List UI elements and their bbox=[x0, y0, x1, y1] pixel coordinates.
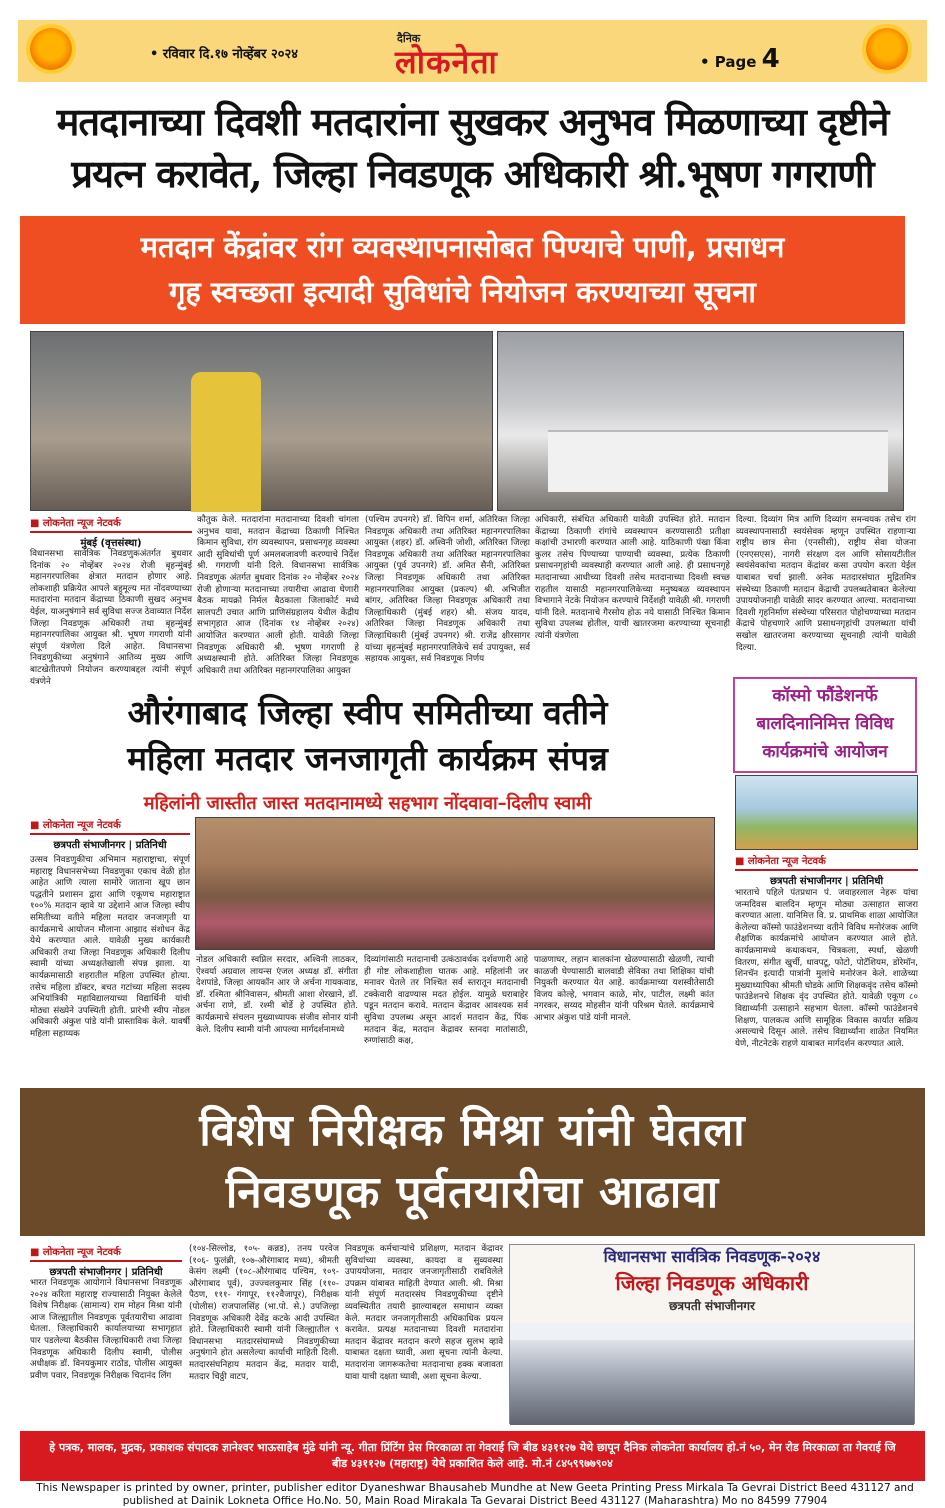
article3-column-1: भारत निवडणूक आयोगाने विधानसभा निवडणूक २०२४ करिता महाराष्ट्र राज्यासाठी नियुक्त केलेले विशेष निरीक्षक (सामान्य) राम मोहन मिश्रा यांनी आज जिल्ह्यातील निवडणूक पूर्वतयारीचा आढावा घेतला. जिल्हाधिकारी कार्यालयाच्या सभागृहात पार पडलेल्या बैठकीस जिल्हाधिकारी तथा जिल्हा निवडणूक अधिकारी दिलीप स्वामी, पोलीस अधीक्षक डॉ. विनयकुमार राठोड, पोलीस आयुक्त प्रवीण पवार, निवडणूक निरीक्षक चिदानंद लिंग bbox=[30, 1278, 182, 1381]
photo-meeting-people bbox=[510, 1340, 914, 1425]
article1-headline-line1: मतदानाच्या दिवशी मतदारांना सुखकर अनुभव मिळणाच्या दृष्टीने bbox=[56, 99, 889, 144]
sun-icon bbox=[866, 28, 908, 70]
article1-subheadline bbox=[20, 216, 905, 324]
byline-place: छत्रपती संभाजीनगर | प्रतिनिधी bbox=[53, 840, 167, 851]
article1-column-5: दिल्या. दिव्यांग मित्र आणि दिव्यांग समन्वयक तसेच रांग व्यवस्थापनासाठी स्वयंसेवक म्हणून उपस्थित राहणाऱ्या राष्ट्रीय छात्र सेना (एनसीसी), राष्ट्रीय सेवा योजना (एनएसएस), नागरी संरक्षण दल आणि सोसायटीतील स्वयंसेवकांचा मतदान केंद्रांवर कसा उपयोग करता येईल याबाबत चर्चा झाली. अनेक मतदारसंघात मुद्रितमित्र संस्थेच्या ठिकाणी मतदान केंद्राची उपलब्धतेबाबत केलेल्या उपाययोजनाही यावेळी सादर करण्यात आल्या. मतदानाच्या दिवशी गृहनिर्माण संस्थेच्या परिसरात पोहोचण्याच्या मतदान केंद्राचे पोहचणारे आणि प्रसाधनगृहांची उपलब्धता यांची सखोल खातरजमा करण्याच्या सूचनाही त्यांनी यावेळी दिल्या. bbox=[736, 515, 916, 653]
article3-byline bbox=[30, 1244, 182, 1278]
sidebox-text: भारताचे पहिले पंतप्रधान पं. जवाहरलाल नेहरू यांचा जन्मदिवस बालदिन म्हणून मोठ्या उत्साहात साजरा करण्यात आला. यानिमित्त वि. प्र. प्राथमिक शाळा आयोजित केलेल्या कॉस्मो फाउंडेशनच्या वतीने विविध मनोरंजक आणि शैक्षणिक कार्यक्रमांचे आयोजन करण्यात आले होते. कार्यक्रमामध्ये कथाकथन, चित्रकला, स्पर्धा, खेळणी वितरण, संगीत खुर्ची, धावपटू, फोटो, पोटॅशियम, डोरेमॉन, शिनचॅन इत्यादी पात्रांनी मुलांचे मनोरंजन केले. शाळेच्या मुख्याध्यापिका श्रीमती घोडके आणि शिक्षकवृंद तसेच कॉस्मो फाउंडेशनचे शिक्षक वृंद उपस्थित होते. यावेळी एकूण ८० विद्यार्थ्यांनी उत्साहाने सहभाग घेतला. कॉस्मो फाउंडेशनचे शिक्षण, पालकत्व आणि सामूहिक विकास कार्यात सक्रिय असल्याचे दिसून आले. तसेच विद्यार्थ्यांना शाळेत नियमित येणे, नीटनेटके राहणे याबाबत मार्गदर्शन करण्यात आले. bbox=[735, 888, 918, 1049]
byline-place: छत्रपती संभाजीनगर | प्रतिनिधी bbox=[49, 1267, 163, 1278]
sidebox-title bbox=[735, 682, 915, 766]
logo-prefix: दैनिक bbox=[397, 32, 421, 45]
byline-tag: ■ लोकनेता न्यूज नेटवर्क bbox=[30, 518, 121, 529]
article2-headline bbox=[20, 690, 715, 782]
sun-icon bbox=[30, 28, 72, 70]
article2-headline-line2: महिला मतदार जनजागृती कार्यक्रम संपन्न bbox=[127, 739, 608, 778]
article2-column-1: उत्सव निवडणुकीचा अभिमान महाराष्ट्राचा, संपूर्ण महाराष्ट्र विधानसभेच्या निवडणुका एकाच वेळी होत आहेत आणि त्याला सामोरे जाताना खूप छान पद्धतीने प्रशासन द्वारा आणि एकूणच महाराष्ट्रात १००% मतदान व्हावे या उद्देशाने आज जिल्हा स्वीप समितीच्या वतीने महिला मतदार जनजागृती या कार्यक्रमाचे आयोजन मौलाना आझाद संशोधन केंद्र येथे करण्यात आले. यावेळी मुख्य कार्यकारी अधिकारी तथा जिल्हा निवडणूक अधिकारी दिलीप स्वामी यांच्या अध्यक्षतेखाली संपन्न झाला. या कार्यक्रमासाठी शहरातील महिला उपस्थित होत्या. तसेच महिला डॉक्टर, बचत गटांच्या महिला सदस्य अभियांत्रिकी महाविद्यालयाच्या विद्यार्थिनी यांची मोठ्या संख्येने उपस्थिती होती. प्रारंभी स्वीप नोडल अधिकारी अंकुश पांडे यांनी प्रास्ताविक केले. यावर्षी महिला सहाय्यक bbox=[30, 855, 190, 1039]
article3-headline-line1: विशेष निरीक्षक मिश्रा यांनी घेतला bbox=[199, 1105, 746, 1156]
article1-sub-line2: गृह स्वच्छता इत्यादी सुविधांचे नियोजन करण्याच्या सूचना bbox=[169, 275, 756, 309]
article2-photo-audience bbox=[195, 817, 715, 950]
article1-sub-line1: मतदान केंद्रांवर रांग व्यवस्थापनासोबत पिण्याचे पाणी, प्रसाधन bbox=[140, 230, 785, 264]
sidebox-title-line1: कॉस्मो फौंडेशनर्फे bbox=[772, 686, 878, 706]
sidebox-byline bbox=[735, 853, 918, 887]
photo-speaker-figure bbox=[191, 372, 261, 512]
article1-byline bbox=[30, 515, 192, 549]
article3-headline-banner bbox=[20, 1088, 925, 1236]
byline-divider bbox=[735, 869, 918, 871]
article1-column-4: अधिकारी, संबंधित अधिकारी यावेळी उपस्थित होते. मतदान केंद्राच्या ठिकाणी रांगांचे व्यवस्थापन करण्यासाठी प्रतीक्षा कक्षांची उभारणी करण्यात आली आहे. याठिकाणी पंखा किंवा कुलर तसेच पिण्याच्या पाण्याची व्यवस्था, प्रत्येक ठिकाणी प्रसाधनगृहांची व्यवस्थाही करण्यात आली आहे. ही प्रसाधनगृहे मतदानाच्या आधीच्या दिवशी तसेच मतदानाच्या दिवशी स्वच्छ राहतील यासाठी महानगरपालिकेच्या मनुष्यबळ व्यवस्थापन विभागाने नेटके नियोजन करण्याचे निर्देशही यावेळी श्री. गगराणी यांनी दिले. मतदानाचे गैरसोय होऊ नये यासाठी निश्चित किमान सुविधा उपलब्ध होतील, याची खातरजमा करण्याच्या सूचनाही त्यांनी यंत्रणेला bbox=[535, 515, 730, 641]
article1-column-1: विधानसभा सार्वत्रिक निवडणुकअंतर्गत बुधवार दिनांक २० नोव्हेंबर २०२४ रोजी बृहन्मुंबई महानगरपालिका क्षेत्रात मतदान होणार आहे. लोकशाही प्रक्रियेत आपले बहुमूल्य मत नोंदवण्याच्या मतदारांना मतदान केंद्राच्या ठिकाणी सुखद अनुभव येईल, याअनुषंगाने सर्व सुविधा सज्ज ठेवाव्यात निर्देश जिल्हा निवडणूक अधिकारी तथा बृहन्मुंबई महानगरपालिका आयुक्त श्री. भूषण गगराणी यांनी संपूर्ण यंत्रणेला दिले आहेत. विधानसभा निवडणुकीच्या अनुषंगाने आतिव्य मुख्य आणि बाटखेतीतपणे नियोजन करण्याबद्दल त्यांनी संपूर्ण यंत्रणेने bbox=[30, 549, 192, 687]
page-label: • Page bbox=[700, 53, 757, 71]
article1-photo-panel bbox=[497, 331, 904, 511]
page-number: 4 bbox=[761, 44, 780, 74]
article2-column-2: नोडल अधिकारी स्वप्निल सरदार, अश्विनी लाठकर, ऐश्वर्या अग्रवाल लायन्स एंजल अध्यक्ष डॉ. संगीता देशपांडे, जिल्हा आयकॉन आर जे अर्चना गायकवाड, डॉ. रश्मिता श्रीनिवासन, श्रीमती आशा शेरखाने, डॉ. अर्चना राणे, डॉ. रश्मी बोर्डे हे उपस्थित होते. कार्यक्रमाचे संचलन मुख्याध्यापक संजीव सोनार यांनी केले. दिलीप स्वामी यांनी आपल्या मार्गदर्शनामध्ये bbox=[196, 955, 358, 1035]
byline-tag: ■ लोकनेता न्यूज नेटवर्क bbox=[735, 856, 826, 867]
newspaper-logo: लोकनेता bbox=[395, 43, 498, 81]
photo-banner-title3: छत्रपती संभाजीनगर bbox=[669, 1299, 755, 1313]
article1-headline-line2: प्रयत्न करावेत, जिल्हा निवडणूक अधिकारी श्री.भूषण गगराणी bbox=[71, 151, 874, 196]
byline-place: छत्रपती संभाजीनगर | प्रतिनिधी bbox=[769, 876, 884, 887]
article2-column-4: पाळणाघर, लहान बालकांना खेळण्यासाठी खेळणी, त्याची काळजी घेण्यासाठी बालवाडी सेविका तथा शिक्षिका यांची नियुक्ती करण्यात येत आहे. कार्यक्रमाच्या यशस्वीतेसाठी विजय कोल्हे, भगवान काळे, मोर, पाटील, लक्ष्मी कांत नगरकर, सय्यद मोहसीन यांनी परिश्रम घेतले. कार्यक्रमाचे आभार अंकुश पांडे यांनी मानले. bbox=[534, 955, 714, 1023]
byline-place: मुंबई (वृत्तसंस्था) bbox=[80, 538, 142, 549]
article1-headline bbox=[20, 96, 925, 200]
article1-column-3: (पश्चिम उपनगरे) डॉ. विपिन शर्मा, अतिरिक्त जिल्हा निवडणूक अधिकारी तथा अतिरिक्त महानगरपालिका आयुक्त (शहर) डॉ. अश्विनी जोशी, अतिरिक्त जिल्हा निवडणूक अधिकारी तथा अतिरिक्त महानगरपालिका आयुक्त (पूर्व उपनगरे) डॉ. अमित सैनी, अतिरिक्त जिल्हा निवडणूक अधिकारी तथा अतिरिक्त महानगरपालिका आयुक्त (प्रकल्प) श्री. अभिजीत बांगर, अतिरिक्त जिल्हा निवडणूक अधिकारी तथा जिल्हाधिकारी (मुंबई शहर) श्री. संजय यादव, अतिरिक्त जिल्हा निवडणूक अधिकारी तथा जिल्हाधिकारी (मुंबई उपनगर) श्री. राजेंद्र क्षीरसागर यांच्या बृहन्मुंबई महानगरपालिकेचे सर्व उपायुक्त, सर्व सहायक आयुक्त, सर्व निवडणूक निर्णय bbox=[365, 515, 530, 665]
byline-divider bbox=[30, 1260, 182, 1262]
imprint-english: This Newspaper is printed by owner, printer, publisher editor Dyaneshwar Bhausaheb Mundhe at New Geeta Printing Press Mirkala Ta Gevrai District Beed 431127 and published at Dainik Lokneta Office Ho.No. 50, Main Road Mirakala Ta Gevarai District Beed 431127 (Maharashtra) Mo no 84599 77904 bbox=[36, 1482, 914, 1507]
photo-banner-title2: जिल्हा निवडणूक अधिकारी bbox=[615, 1271, 809, 1295]
article2-headline-line1: औरंगाबाद जिल्हा स्वीप समितीच्या वतीने bbox=[127, 693, 608, 732]
photo-banner-title1: विधानसभा सार्वत्रिक निवडणूक-२०२४ bbox=[603, 1247, 821, 1266]
byline-tag: ■ लोकनेता न्यूज नेटवर्क bbox=[30, 820, 121, 831]
article3-column-2: (१०४-सिल्लोड, १०५- कन्नड), तनय परवेज (१०६- फुलंब्री, १०७-औरंगाबाद मध्य), श्रीमती केसंग लक्ष्मी (१०८-औरंगाबाद पश्चिम, १०९-औरंगाबाद पूर्व), उज्ज्वलकुमार सिंह (११०-पैठण, १११- गंगापूर, ११२वैजापूर), निरीक्षक (पोलीस) राजपालसिंह (भा.पो. से.) उपजिल्हा निवडणूक अधिकारी देवेंद्र कटके आदी उपस्थित होते. जिल्हाधिकारी स्वामी यांनी जिल्ह्यातील ९ विधानसभा मतदारसंघामध्ये निवडणुकीच्या अनुषंगाने होत असलेल्या कार्याची माहिती दिली. मतदारसंघनिहाय मतदान केंद्र, मतदार यादी, मतदार चिठ्ठी वाटप, bbox=[189, 1244, 339, 1382]
article2-column-3: दिव्यांगांसाठी मतदानाची उत्कंठावर्धक दर्शवणारी आहे ही गोष्ट लोकशाहीला घातक आहे. महिलांनी जर मनावर घेतले तर निश्चित सर्व स्तरातून मतदानाची टक्केवारी वाढण्यास मदत होईल. यामुळे घराबाहेर पडून मतदान करावे. मतदान केंद्रावर आवश्यक सर्व सुविधा उपलब्ध असून आदर्श मतदान केंद्र, पिंक मतदान केंद्र, मतदान केंद्रावर स्तनदा मातांसाठी, रुग्णांसाठी कक्ष, bbox=[364, 955, 528, 1047]
sidebox-title-line3: कार्यक्रमांचे आयोजन bbox=[762, 742, 888, 762]
sidebox-title-line2: बालदिनानिमित्त विविध bbox=[756, 714, 894, 734]
byline-divider bbox=[30, 531, 192, 533]
byline-divider bbox=[30, 833, 190, 835]
article1-photo-audience bbox=[30, 331, 493, 511]
article2-byline bbox=[30, 817, 190, 851]
article3-photo-meeting bbox=[509, 1244, 915, 1424]
sidebox-photo-children bbox=[735, 775, 918, 850]
imprint-marathi: हे पत्रक, मालक, मुद्रक, प्रकाशक संपादक ज्ञानेश्वर भाऊसाहेब मुंढे यांनी न्यू. गीता प्रिंटिंग प्रेस मिरकाळा ता गेवराई जि बीड ४३११२७ येथे छापून दैनिक लोकनेता कार्यालय हो.नं ५०, मेन रोड मिरकाळा ता गेवराई जि बीड ४३११२७ (महाराष्ट्र) येथे प्रकाशित केले आहे. मो.नं ८४५९९७७९०४ bbox=[20, 1431, 925, 1481]
photo-dais-table bbox=[548, 430, 888, 492]
page-indicator bbox=[700, 44, 780, 74]
byline-tag: ■ लोकनेता न्यूज नेटवर्क bbox=[30, 1247, 121, 1258]
article1-column-2: कौतुक केले. मतदारांना मतदानाच्या दिवशी चांगला अनुभव यावा, मतदान केंद्राच्या ठिकाणी निश्चित किमान सुविधा, रांग व्यवस्थापन, प्रसाधनगृह व्यवस्था आदी सुविधांची पूर्ण अमलबजावणी करण्याचे निर्देश श्री. गगराणी यांनी दिले. विधानसभा सार्वत्रिक निवडणूक अंतर्गत बुधवार दिनांक २० नोव्हेंबर २०२४ रोजी होणाऱ्या मतदानाच्या तयारीचा आढावा घेणारी बैठक मायक्रो निर्मल बैठकाला जिलाकोर्ट मध्ये सालपटी उचात आणि प्राणिसंग्रहालय येथील केंद्रीय सभागृहात आज (दिनांक १४ नोव्हेंबर २०२४) आयोजित करण्यात आली होती. यावेळी जिल्हा निवडणूक अधिकारी श्री. भूषण गगराणी हे अध्यक्षस्थानी होते. अतिरिक्त जिल्हा निवडणूक अधिकारी तथा अतिरिक्त महानगरपालिका आयुक्त bbox=[197, 515, 359, 676]
article3-headline-line2: निवडणूक पूर्वतयारीचा आढावा bbox=[225, 1167, 720, 1218]
article3-column-3: निवडणूक कर्मचाऱ्यांचे प्रशिक्षण, मतदान केंद्रावर सुविधांच्या व्यवस्था, कायदा व सुव्यवस्था उपाययोजना, मतदार जनजागृतीसाठी राबविलेले उपक्रम यांबाबत माहिती देण्यात आली. श्री. मिश्रा यांनी संपूर्ण मतदारसंघ निवडणुकीच्या दृष्टीने व्यवस्थितीत तयारी झाल्याबद्दल समाधान व्यक्त केले. मतदार जनजागृतीसाठी अधिकाधिक प्रयत्न करावेत. प्रत्यक्ष मतदानाच्या दिवशी मतदारांना मतदान केंद्रावर मतदान करणे सहज सुलभ व्हावे याबाबत दक्षता घ्यावी, अशा सूचना त्यांनी केल्या. मतदारांना जागरूकतेचा मतदानाचा हक्क बजावता यावा याची दक्षता घ्यावी, अशा सूचना केल्या. bbox=[345, 1244, 503, 1382]
article2-subheadline: महिलांनी जास्तीत जास्त मतदानामध्ये सहभाग नोंदवावा–दिलीप स्वामी bbox=[143, 793, 592, 814]
issue-date: • रविवार दि.१७ नोव्हेंबर २०२४ bbox=[150, 47, 298, 62]
